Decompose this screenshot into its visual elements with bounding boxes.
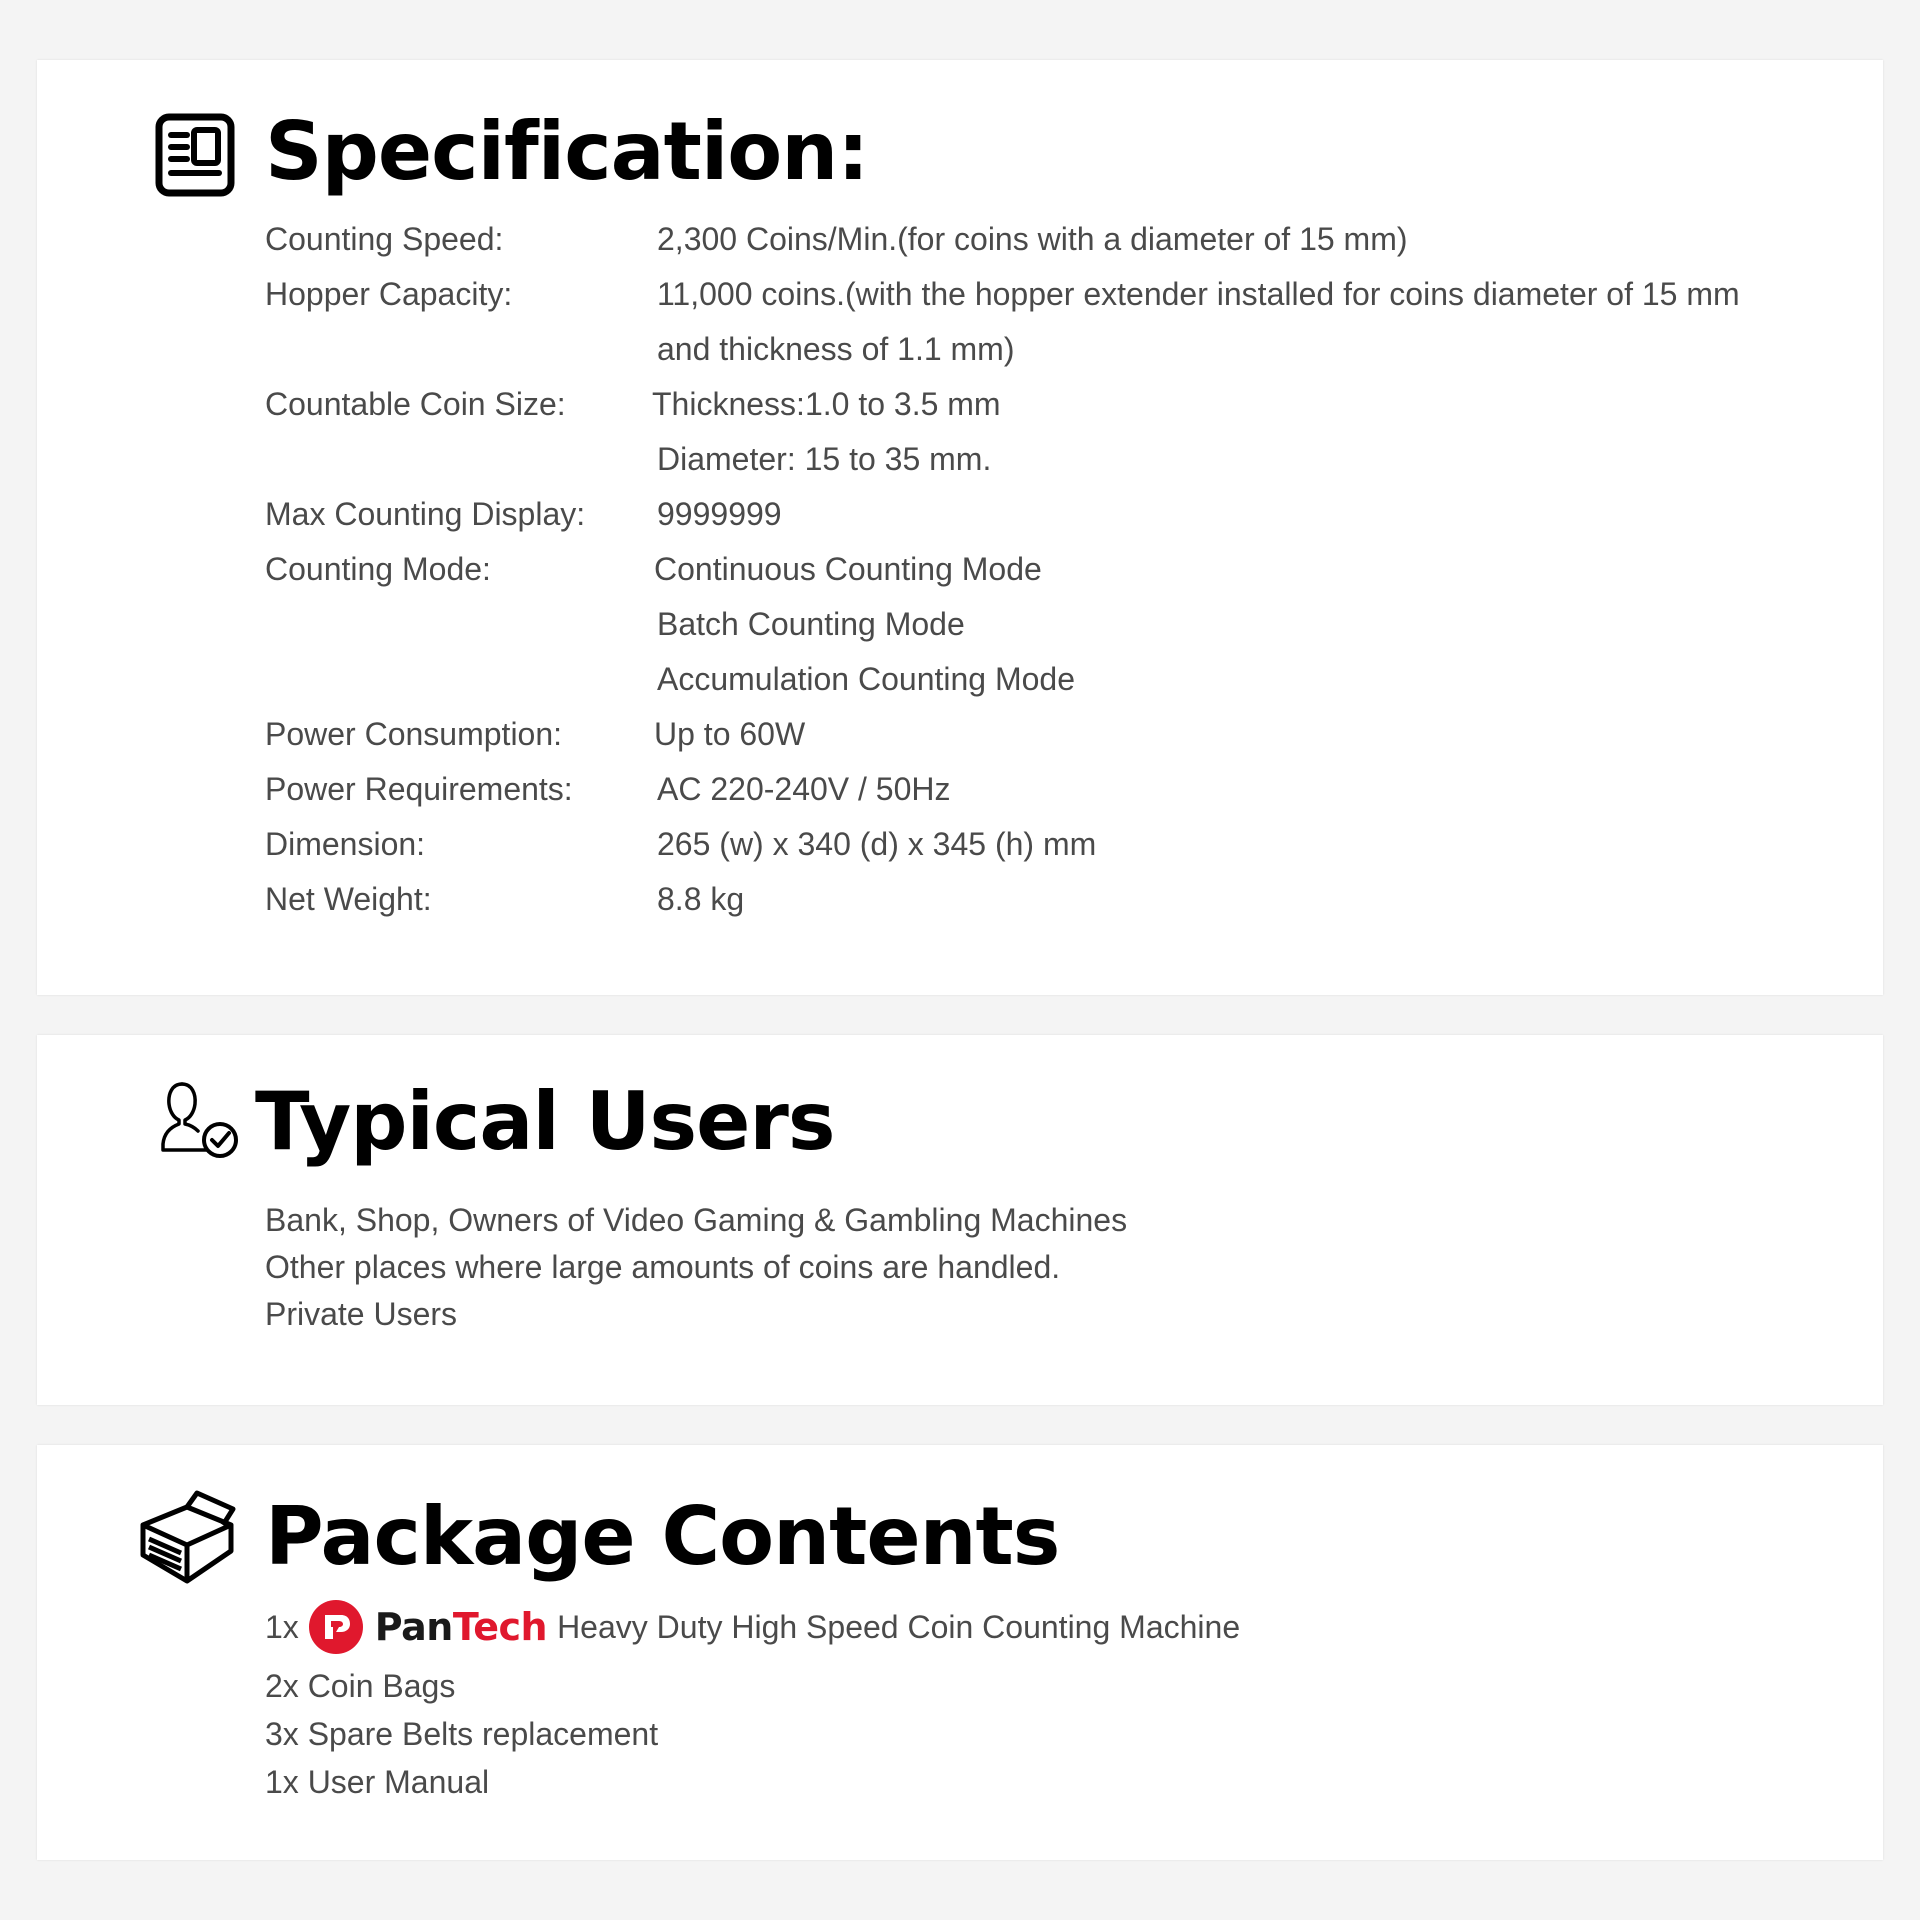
box-icon <box>137 1485 237 1585</box>
spec-label: Power Requirements: <box>265 771 573 807</box>
spec-value <box>657 487 1837 542</box>
pantech-logo-icon <box>309 1600 363 1654</box>
spec-row-power-requirements <box>265 762 1843 817</box>
spec-row-dimension <box>265 817 1843 872</box>
item-description: Heavy Duty High Speed Coin Counting Machine <box>557 1609 1241 1645</box>
brand-name <box>375 1595 547 1659</box>
package-contents-section <box>37 1445 1883 1860</box>
spec-value <box>657 817 1837 872</box>
spec-value-line: Thickness:1.0 to 3.5 mm <box>652 386 1001 422</box>
spec-label: Counting Mode: <box>265 551 491 587</box>
item-quantity: 1x <box>265 1609 299 1645</box>
typical-users-list <box>265 1197 1127 1338</box>
spec-label: Countable Coin Size: <box>265 386 566 422</box>
user-check-icon <box>160 1078 244 1162</box>
specification-section <box>37 60 1883 995</box>
spec-label: Dimension: <box>265 826 426 862</box>
list-item: 3x Spare Belts replacement <box>265 1715 659 1752</box>
spec-value-line: Diameter: 15 to 35 mm. <box>657 441 992 477</box>
spec-label: Power Consumption: <box>265 716 563 752</box>
spec-value-line: 11,000 coins.(with the hopper extender installed for coins diameter of 15 mm <box>657 276 1740 312</box>
list-item: Private Users <box>265 1296 458 1332</box>
spec-value-line: Accumulation Counting Mode <box>657 661 1076 697</box>
pantech-brand <box>309 1595 547 1659</box>
spec-row-max-display <box>265 487 1843 542</box>
typical-users-section <box>37 1035 1883 1405</box>
spec-value <box>652 377 1837 487</box>
spec-row-coin-size <box>265 377 1843 477</box>
spec-value <box>654 707 1837 762</box>
spec-value-line: 9999999 <box>657 496 782 532</box>
list-item: Other places where large amounts of coins are handled. <box>265 1249 1061 1285</box>
spec-row-counting-speed <box>265 212 1843 267</box>
spec-value-line: Continuous Counting Mode <box>654 551 1042 587</box>
spec-value-line: 265 (w) x 340 (d) x 345 (h) mm <box>657 826 1097 862</box>
specification-title: Specification: <box>265 105 869 198</box>
spec-row-power-consumption <box>265 707 1843 762</box>
package-contents-list <box>265 1595 1240 1806</box>
spec-label: Net Weight: <box>265 881 432 917</box>
spec-label: Counting Speed: <box>265 221 504 257</box>
package-contents-title: Package Contents <box>265 1490 1060 1583</box>
spec-label: Max Counting Display: <box>265 496 586 532</box>
spec-value-line: Batch Counting Mode <box>657 606 965 642</box>
spec-value <box>657 267 1837 377</box>
spec-value-line: 2,300 Coins/Min.(for coins with a diameter of 15 mm) <box>657 221 1408 257</box>
spec-row-counting-mode <box>265 542 1843 697</box>
brand-name-part2: Tech <box>452 1604 548 1649</box>
brand-name-part1: Pan <box>374 1604 453 1649</box>
spec-value <box>657 762 1837 817</box>
list-item: 1x User Manual <box>265 1763 490 1800</box>
spec-value <box>657 212 1837 267</box>
spec-value-line: Up to 60W <box>654 716 806 752</box>
spec-row-hopper-capacity <box>265 267 1843 367</box>
spec-label: Hopper Capacity: <box>265 276 513 312</box>
spec-sheet-icon <box>155 113 235 197</box>
spec-value-line: 8.8 kg <box>657 881 745 917</box>
spec-value-line: and thickness of 1.1 mm) <box>657 331 1015 367</box>
list-item: 2x Coin Bags <box>265 1667 456 1704</box>
spec-value-line: AC 220-240V / 50Hz <box>657 771 951 807</box>
spec-value <box>654 542 1837 707</box>
spec-row-net-weight <box>265 872 1843 927</box>
list-item <box>265 1595 1240 1662</box>
spec-value <box>657 872 1837 927</box>
typical-users-title: Typical Users <box>255 1075 835 1168</box>
list-item: Bank, Shop, Owners of Video Gaming & Gambling Machines <box>265 1202 1128 1238</box>
